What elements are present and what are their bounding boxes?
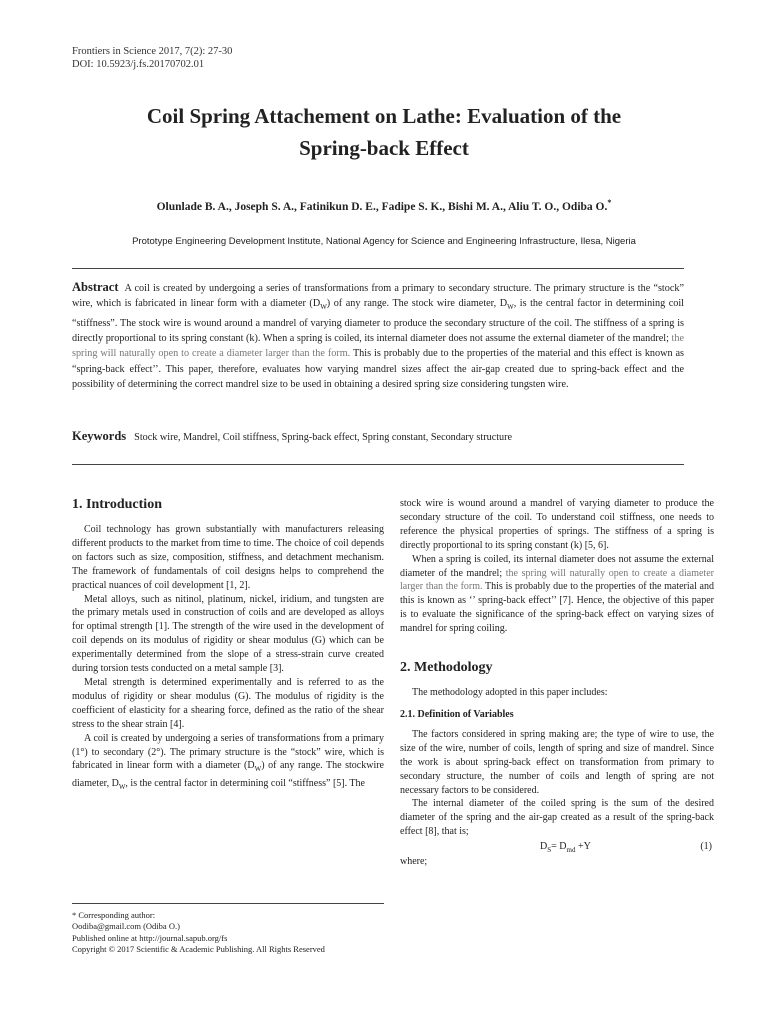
eq-symbol: = D [551,841,567,853]
subscript: W [320,303,327,312]
text-run: This is probably due to the properties of the material and this is known as ‘’ spring-back effect’’ [7]. Hence, the objective of this paper is to evaluate the significance of the spring-back effect on varying sizes of mandrel for spring coiling. [400,581,714,635]
intro-heading: 1. Introduction [72,497,162,512]
journal-header [72,45,232,71]
author-email: Oodiba@gmail.com (Odiba O.) [72,921,180,932]
text-run: ) of any range. The stockwire diameter, D [72,760,384,790]
abstract-text: This is probably due to the properties of the material and this effect is known as “spring-back effect’’. This paper, therefore, evaluates how varying mandrel sizes affect the air-gap created due to spring-back effect and the possibility of determining the correct mandrel size to be used in obtaining a desired spring size considering tungsten wire. [72,348,684,390]
equation-1 [400,839,714,855]
equation-formula [540,840,591,858]
eq-symbol: +Y [575,841,591,853]
subscript: md [566,846,576,855]
corresponding-mark: * [607,198,612,207]
subscript: W [254,765,262,774]
method-paragraph: The factors considered in spring making are; the type of wire to use, the size of the wire, number of coils, length of spring and size of mandrel. Since the work is about spring-back effect on transformation from primary to secondary structure, the number of coils and length of spring are not necessary factors to be considered. [400,728,714,796]
grey-text-run: the spring will naturally open to create a diameter larger than the form. [400,567,714,593]
intro-paragraph: Coil technology has grown substantially with manufacturers releasing different products to the market from time to time. The choice of coil depends on factors such as size, composition, stiffness, and detachment mechanism. The framework of fundamentals of coil designs helps to comprehend the practical nuances of coil development [1, 2]. [72,524,384,591]
journal-citation: Frontiers in Science 2017, 7(2): 27-30 [72,46,233,57]
right-column [400,497,714,869]
where-text: where; [400,856,428,868]
abstract-text: A coil is created by undergoing a series of transformations from a primary to secondary structure. The primary structure is the “stock” wire, which is fabricated in linear form with a diameter (D [72,283,684,310]
equation-number: (1) [700,841,712,853]
eq-symbol: D [540,841,548,853]
abstract-heading: Abstract [72,280,119,294]
author-list [60,198,708,213]
keywords [72,429,684,444]
text-run: When a spring is coiled, its internal diameter does not assume the external diameter of the mandrel; [400,553,714,579]
abstract-text: ) of any range. The stock wire diameter, D [326,298,508,310]
footnote-divider [72,903,384,904]
author-names: Olunlade B. A., Joseph S. A., Fatinikun D. E., Fadipe S. K., Bishi M. A., Aliu T. O., Odiba O. [156,200,608,213]
intro-paragraph: stock wire is wound around a mandrel of varying diameter to produce the secondary structure of the coil. To understand coil stiffness, one needs to reference the physical properties of springs. The stiffness of a spring is directly proportional to its spring constant (k) [5, 6]. [400,498,714,551]
text-run: , is the central factor in determining coil “stiffness” [5]. The [125,778,365,790]
top-divider [72,268,684,269]
paper-title [60,100,708,164]
affiliation: Prototype Engineering Development Institute, National Agency for Science and Engineering Infrastructure, Ilesa, Nigeria [132,236,636,247]
title-line-1: Coil Spring Attachement on Lathe: Evaluation of the [146,104,622,128]
section-spacer [400,636,714,658]
keywords-heading: Keywords [72,429,127,443]
subscript: W [118,783,126,792]
subscript: S [547,846,552,855]
intro-paragraph: Metal alloys, such as nitinol, platinum, nickel, iridium, and tungsten are the primary metals used in construction of coils and are developed as alloys for optimal strength [1]. The strength of the wire used in the development of coil depends on its modulus of rigidity or shear modulus (G) which can be experimentally determined from the slope of a stress-strain curve created during torsion tests conducted on a metal sample [3]. [72,593,384,675]
keywords-list: Stock wire, Mandrel, Coil stiffness, Spring-back effect, Spring constant, Secondary structure [134,432,513,443]
title-line-2: Spring-back Effect [299,136,469,160]
doi: DOI: 10.5923/j.fs.20170702.01 [72,59,205,70]
method-paragraph: The methodology adopted in this paper includes: [412,687,608,699]
methodology-heading: 2. Methodology [400,660,493,676]
intro-paragraph: Metal strength is determined experimentally and is referred to as the modulus of rigidity or shear modulus (G). The modulus of rigidity is the coefficient of elasticity for a shearing force, defined as the ratio of the shear stress to the shear strain [4]. [72,676,384,730]
corresponding-author: * Corresponding author: [72,910,156,920]
abstract-text: , is the central factor in determining coil “stiffness”. The stock wire is wound around a mandrel of varying diameter to produce the secondary structure of the coil. The stiffness of a spring is directly proportional to its spring constant (k). When a spring is coiled, its internal diameter does not assume the external diameter of the mandrel; [72,298,685,344]
copyright: Copyright © 2017 Scientific & Academic Publishing. All Rights Reserved [72,943,325,954]
published-online: Published online at http://journal.sapub.org/fs [72,932,228,943]
text-run: A coil is created by undergoing a series of transformations from a primary (1°) to secondary (2°). The primary structure is the “stock” wire, which is fabricated in linear form with a diameter (D [72,732,384,772]
intro-paragraph [400,553,714,636]
footnotes [72,910,384,955]
subscript: W [507,303,514,312]
abstract-grey-text: the spring will naturally open to create a diameter larger than the form. [72,332,684,360]
left-column [72,495,384,795]
method-paragraph: The internal diameter of the coiled spring is the sum of the desired diameter of the spring and the air-gap created as a result of the spring-back effect [8], that is; [400,798,714,838]
intro-paragraph [72,732,384,796]
bottom-divider [72,464,684,465]
abstract [72,280,684,392]
subsection-heading: 2.1. Definition of Variables [400,708,514,720]
